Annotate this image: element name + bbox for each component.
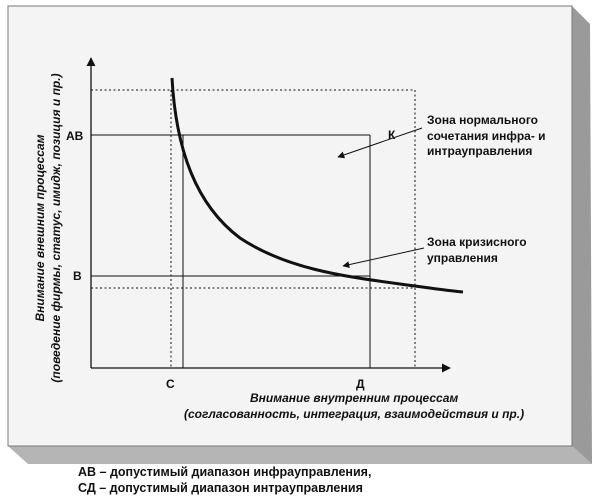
normal-zone-line-1: Зона нормального [427,113,538,127]
y-tick-ab-label: АВ [66,129,84,143]
caption-line-1: АВ – допустимый диапазон инфрауправления, [78,465,372,479]
board-right-edge [572,6,592,464]
x-axis-title-line-2: (согласованность, интеграция, взаимодействия и пр.) [184,407,525,421]
normal-zone-label [427,113,546,158]
crisis-zone-line-2: управления [427,251,498,265]
x-tick-c-label: С [166,377,175,391]
y-tick-b-label: В [73,269,82,283]
point-k-label: К [388,128,396,142]
board-bottom-edge [8,446,592,464]
y-axis-title-line-1: Внимание внешним процессам [33,134,47,322]
y-axis-title-line-2: (поведение фирмы, статус, имидж, позиция и пр.) [49,73,63,383]
crisis-zone-line-1: Зона кризисного [427,235,527,249]
normal-zone-line-3: интрауправления [427,144,533,158]
x-tick-d-label: Д [356,377,365,391]
board-face [8,6,572,446]
caption-line-2: СД – допустимый диапазон интрауправления [78,481,363,495]
normal-zone-line-2: сочетания инфра- и [427,129,546,143]
x-axis-title-line-1: Внимание внутренним процессам [250,391,459,405]
